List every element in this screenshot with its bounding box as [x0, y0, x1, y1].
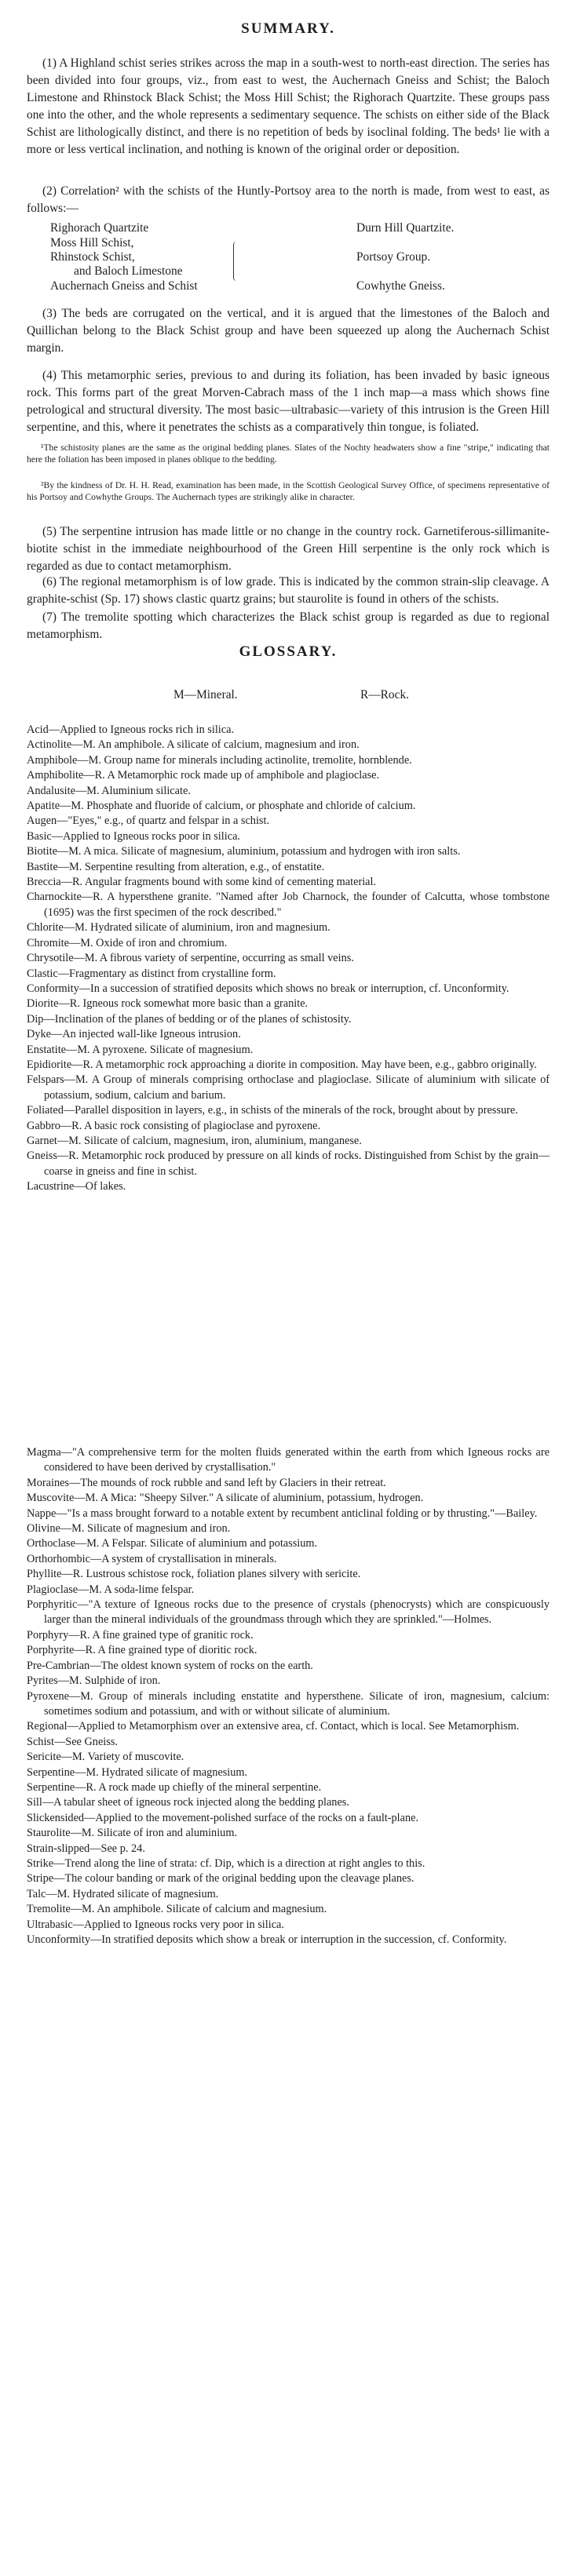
- correlation-left-3: Rhinstock Schist,: [50, 250, 135, 264]
- correlation-left-1: Righorach Quartzite: [50, 221, 149, 235]
- correlation-brace: [233, 242, 239, 281]
- summary-paragraph-1: (1) A Highland schist series strikes across the map in a south-west to north-east direction. The series has been divided into four groups, viz., from east to west, the Auchernach Gneiss and Schist; the Baloch Limestone and Rhinstock Black Schist; the Moss Hill Schist; the Righorach Quartzite. These groups pass one into the other, and the whole represents a sedimentary sequence. The schists on either side of the Black Schist are lithologically distinct, and there is no repetition of beds by isoclinal folding. The beds¹ lie with a more or less vertical inclination, and nothing is known of the original order or deposition.: [27, 56, 550, 156]
- glossary-entry: Dyke—An injected wall-like Igneous intrusion.: [27, 1028, 241, 1041]
- glossary-entry: Moraines—The mounds of rock rubble and sand left by Glaciers in their retreat.: [27, 1476, 386, 1489]
- glossary-entry: Chlorite—M. Hydrated silicate of aluminium, iron and magnesium.: [27, 921, 330, 935]
- summary-paragraph-4: (4) This metamorphic series, previous to and during its foliation, has been invaded by basic igneous rock. This forms part of the great Morven-Cabrach mass of the 1 inch map—a mass which shows fine petrological and structural diversity. The most basic—ultrabasic—variety of this intrusion is the Green Hill serpentine, and this, where it penetrates the schists as a comparatively thin tongue, is foliated.: [27, 369, 550, 434]
- glossary-entry: Amphibolite—R. A Metamorphic rock made up of amphibole and plagioclase.: [27, 769, 380, 782]
- glossary-entry: Strain-slipped—See p. 24.: [27, 1842, 145, 1855]
- glossary-entry: Garnet—M. Silicate of calcium, magnesium, iron, aluminium, manganese.: [27, 1134, 362, 1147]
- glossary-entry: Orthoclase—M. A Felspar. Silicate of aluminium and potassium.: [27, 1537, 318, 1550]
- glossary-entry: Pyroxene—M. Group of minerals including enstatite and hypersthene. Silicate of iron, magnesium, calcium: sometimes sodium and potassium, and with or without silicate of aluminium.: [27, 1689, 550, 1718]
- glossary-entry: Magma—"A comprehensive term for the molten fluids generated within the earth from which Igneous rocks are considered to have been derived by crystallisation.": [27, 1446, 550, 1474]
- glossary-heading: GLOSSARY.: [239, 643, 338, 660]
- glossary-entry: Conformity—In a succession of stratified deposits which shows no break or interruption, cf. Unconformity.: [27, 982, 509, 995]
- glossary-entry: Tremolite—M. An amphibole. Silicate of calcium and magnesium.: [27, 1903, 327, 1916]
- glossary-entry: Staurolite—M. Silicate of iron and aluminium.: [27, 1827, 238, 1840]
- summary-paragraph-6: (6) The regional metamorphism is of low grade. This is indicated by the common strain-slip cleavage. A graphite-schist (Sp. 17) shows clastic quartz grains; but staurolite is found in others of the schists.: [27, 575, 550, 606]
- glossary-entry: Pre-Cambrian—The oldest known system of rocks on the earth.: [27, 1659, 313, 1672]
- correlation-left-5: Auchernach Gneiss and Schist: [50, 279, 198, 293]
- summary-heading: SUMMARY.: [241, 20, 335, 37]
- glossary-entry: Pyrites—M. Sulphide of iron.: [27, 1674, 161, 1688]
- glossary-entry: Chromite—M. Oxide of iron and chromium.: [27, 936, 228, 949]
- summary-paragraph-5: (5) The serpentine intrusion has made little or no change in the country rock. Garnetiferous-sillimanite-biotite schist in the immediate neighbourhood of the Green Hill serpentine is the only rock which is regarded as due to contact metamorphism.: [27, 525, 550, 573]
- glossary-entry: Dip—Inclination of the planes of bedding or of the planes of schistosity.: [27, 1012, 352, 1026]
- legend-rock: R—Rock.: [360, 688, 409, 701]
- legend-mineral: M—Mineral.: [173, 688, 238, 701]
- glossary-entry: Foliated—Parallel disposition in layers, e.g., in schists of the minerals of the rock, brought about by pressure.: [27, 1104, 518, 1117]
- glossary-entry: Stripe—The colour banding or mark of the original bedding upon the cleavage planes.: [27, 1872, 414, 1886]
- glossary-entry: Serpentine—M. Hydrated silicate of magnesium.: [27, 1765, 248, 1779]
- glossary-list-a: [27, 723, 550, 1195]
- glossary-entry: Felspars—M. A Group of minerals comprising orthoclase and plagioclase. Silicate of aluminium with silicate of potassium, sodium, calcium and barium.: [27, 1073, 550, 1102]
- glossary-entry: Strike—Trend along the line of strata: cf. Dip, which is a direction at right angles to this.: [27, 1856, 425, 1870]
- glossary-entry: Gneiss—R. Metamorphic rock produced by pressure on all kinds of rocks. Distinguished from Schist by the grain—coarse in gneiss and fine in schist.: [27, 1150, 550, 1178]
- glossary-entry: Enstatite—M. A pyroxene. Silicate of magnesium.: [27, 1043, 254, 1056]
- glossary-entry: Gabbro—R. A basic rock consisting of plagioclase and pyroxene.: [27, 1119, 321, 1132]
- glossary-entry: Nappe—"Is a mass brought forward to a notable extent by recumbent anticlinal folding or by thrusting."—Bailey.: [27, 1507, 538, 1520]
- glossary-entry: Chrysotile—M. A fibrous variety of serpentine, occurring as small veins.: [27, 952, 354, 965]
- glossary-entry: Lacustrine—Of lakes.: [27, 1180, 126, 1193]
- glossary-entry: Breccia—R. Angular fragments bound with some kind of cementing material.: [27, 876, 377, 889]
- footnote-1: ¹The schistosity planes are the same as the original bedding planes. Slates of the Nochty headwaters show a fine "stripe," indicating that here the foliation has been imposed in planes oblique to the bedding.: [27, 443, 550, 465]
- glossary-entry: Charnockite—R. A hypersthene granite. "Named after Job Charnock, the founder of Calcutta, whose tombstone (1695) was the first specimen of the rock described.": [27, 891, 550, 919]
- correlation-right-3: Cowhythe Gneiss.: [356, 279, 445, 293]
- glossary-entry: Actinolite—M. An amphibole. A silicate of calcium, magnesium and iron.: [27, 738, 360, 752]
- glossary-entry: Slickensided—Applied to the movement-polished surface of the rocks on a fault-plane.: [27, 1811, 419, 1824]
- glossary-entry: Clastic—Fragmentary as distinct from crystalline form.: [27, 967, 276, 980]
- glossary-entry: Schist—See Gneiss.: [27, 1735, 118, 1748]
- correlation-table: [50, 221, 537, 297]
- glossary-entry: Epidiorite—R. A metamorphic rock approaching a diorite in composition. May have been, e.g., gabbro originally.: [27, 1058, 537, 1071]
- glossary-entry: Amphibole—M. Group name for minerals including actinolite, tremolite, hornblende.: [27, 753, 412, 767]
- glossary-entry: Serpentine—R. A rock made up chiefly of the mineral serpentine.: [27, 1780, 322, 1794]
- glossary-entry: Apatite—M. Phosphate and fluoride of calcium, or phosphate and chloride of calcium.: [27, 800, 416, 813]
- glossary-entry: Porphyritic—"A texture of Igneous rocks due to the presence of crystals (phenocrysts) which are conspicuously larger than the mineral individuals of the groundmass through which they are sprinkled."—Holmes.: [27, 1598, 550, 1627]
- summary-paragraph-7: (7) The tremolite spotting which characterizes the Black schist group is regarded as due to regional metamorphism.: [27, 610, 550, 641]
- glossary-entry: Phyllite—R. Lustrous schistose rock, foliation planes silvery with sericite.: [27, 1568, 361, 1581]
- glossary-entry: Porphyry—R. A fine grained type of granitic rock.: [27, 1628, 254, 1641]
- glossary-entry: Diorite—R. Igneous rock somewhat more basic than a granite.: [27, 997, 309, 1011]
- glossary-entry: Andalusite—M. Aluminium silicate.: [27, 784, 191, 797]
- correlation-right-1: Durn Hill Quartzite.: [356, 221, 455, 235]
- glossary-entry: Talc—M. Hydrated silicate of magnesium.: [27, 1887, 219, 1900]
- glossary-entry: Muscovite—M. A Mica: "Sheepy Silver." A silicate of aluminium, potassium, hydrogen.: [27, 1492, 424, 1505]
- glossary-entry: Sill—A tabular sheet of igneous rock injected along the bedding planes.: [27, 1796, 349, 1809]
- footnote-2: ²By the kindness of Dr. H. H. Read, examination has been made, in the Scottish Geological Survey Office, of specimens representative of his Portsoy and Cowhythe Groups. The Auchernach types are strikingly alike in character.: [27, 480, 550, 502]
- glossary-entry: Basic—Applied to Igneous rocks poor in silica.: [27, 829, 240, 843]
- glossary-entry: Sericite—M. Variety of muscovite.: [27, 1751, 184, 1764]
- glossary-entry: Ultrabasic—Applied to Igneous rocks very poor in silica.: [27, 1918, 284, 1931]
- summary-paragraph-3: (3) The beds are corrugated on the vertical, and it is argued that the limestones of the Baloch and Quillichan belong to the Black Schist group and have been squeezed up along the Auchernach Schist margin.: [27, 307, 550, 355]
- glossary-entry: Olivine—M. Silicate of magnesium and iron.: [27, 1522, 231, 1536]
- glossary-entry: Plagioclase—M. A soda-lime felspar.: [27, 1583, 195, 1596]
- glossary-entry: Orthorhombic—A system of crystallisation in minerals.: [27, 1552, 277, 1565]
- glossary-entry: Regional—Applied to Metamorphism over an extensive area, cf. Contact, which is local. See Metamorphism.: [27, 1720, 520, 1733]
- correlation-left-2: Moss Hill Schist,: [50, 236, 134, 250]
- correlation-right-2: Portsoy Group.: [356, 250, 431, 264]
- correlation-left-4: and Baloch Limestone: [74, 264, 183, 278]
- glossary-entry: Unconformity—In stratified deposits which show a break or interruption in the succession, cf. Conformity.: [27, 1933, 507, 1946]
- glossary-list-b: [27, 1445, 550, 1947]
- summary-paragraph-2: (2) Correlation² with the schists of the Huntly-Portsoy area to the north is made, from west to east, as follows:—: [27, 184, 550, 215]
- glossary-entry: Porphyrite—R. A fine grained type of dioritic rock.: [27, 1644, 257, 1657]
- glossary-entry: Bastite—M. Serpentine resulting from alteration, e.g., of enstatite.: [27, 860, 325, 873]
- glossary-entry: Augen—"Eyes," e.g., of quartz and felspar in a schist.: [27, 814, 270, 828]
- glossary-entry: Biotite—M. A mica. Silicate of magnesium, aluminium, potassium and hydrogen with iron salts.: [27, 845, 461, 858]
- glossary-entry: Acid—Applied to Igneous rocks rich in silica.: [27, 723, 235, 736]
